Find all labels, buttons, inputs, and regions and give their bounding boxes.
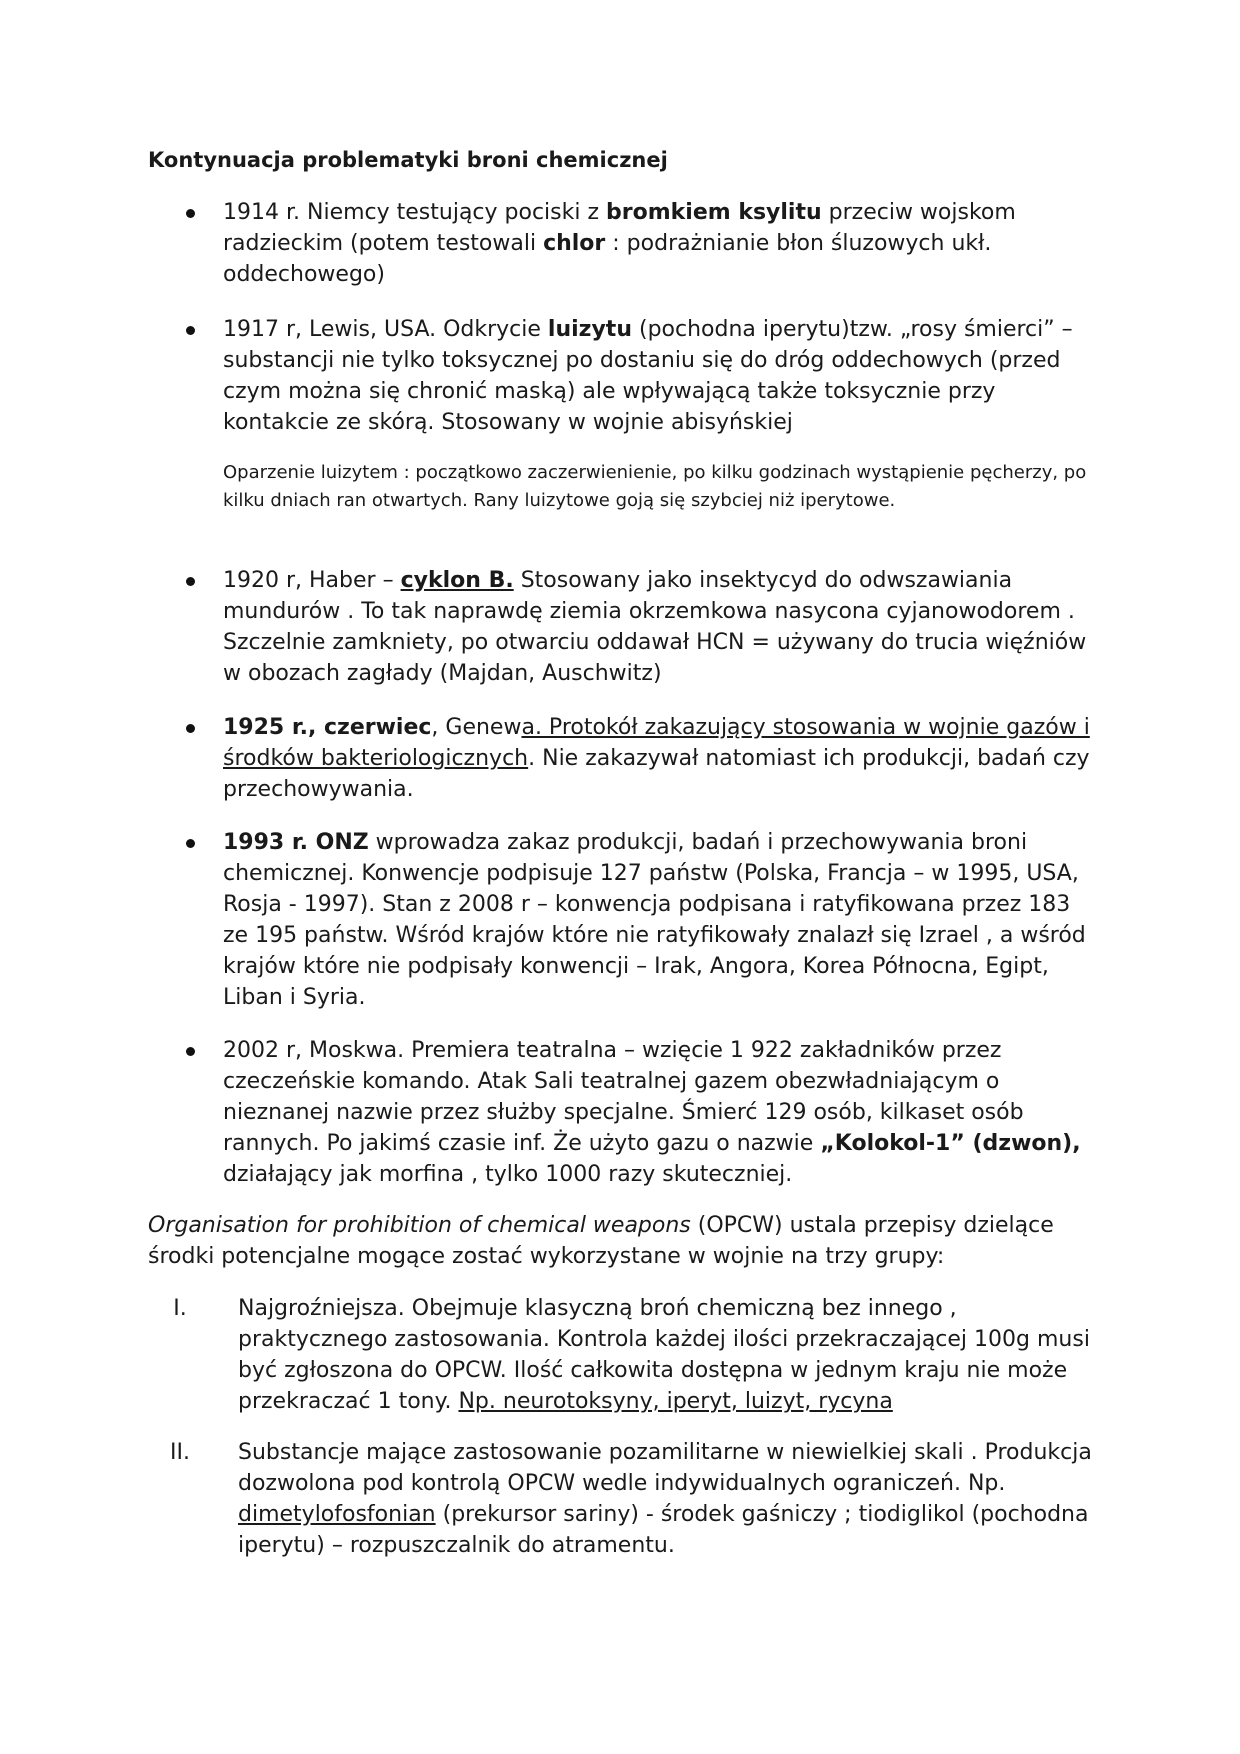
underline-span: dimetylofosfonian: [238, 1502, 436, 1527]
text-span: (OPCW) ustala przepisy dzielące środki potencjalne mogące zostać wykorzystane w wojnie na trzy grupy:: [148, 1213, 1054, 1269]
text-span: Najgroźniejsza. Obejmuje klasyczną broń chemiczną bez innego , praktycznego zastosowania. Kontrola każdej ilości przekraczającej 100g musi być zgłoszona do OPCW. Ilość całkowita dostępna w jednym kraju nie może przekraczać 1 tony.: [238, 1296, 1090, 1414]
group-item-2: [160, 1437, 1095, 1561]
list-item-text: [223, 197, 1098, 290]
bullet-icon: [186, 839, 195, 848]
bold-span: „Kolokol-1” (dzwon),: [820, 1131, 1081, 1156]
bold-span: chlor: [543, 231, 606, 256]
list-item-text: [238, 1293, 1095, 1417]
text-span: działający jak morfina , tylko 1000 razy skuteczniej.: [223, 1162, 793, 1187]
bullet-icon: [186, 724, 195, 733]
list-item-text: [223, 565, 1098, 689]
text-span: . Nie zakazywał natomiast ich produkcji, badań czy przechowywania.: [223, 746, 1090, 802]
text-span: Stosowany jako insektycyd do odwszawiania mundurów . To tak naprawdę ziemia okrzemkowa nasycona cyjanowodorem . Szczelnie zamkniety, po otwarciu oddawał HCN = używany do trucia więźniów w obozach zagłady (Majdan, Auschwitz): [223, 568, 1087, 686]
text-span: 2002 r, Moskwa. Premiera teatralna – wzięcie 1 922 zakładników przez czeczeńskie komando. Atak Sali teatralnej gazem obezwładniającym o nieznanej nazwie przez służby specjalne. Śmierć 129 osób, kilkaset osób rannych. Po jakimś czasie inf. Że użyto gazu o nazwie: [223, 1038, 1024, 1156]
list-item-1925: [148, 712, 1098, 805]
bold-span: 1993 r. ONZ: [223, 830, 369, 855]
bullet-icon: [186, 326, 195, 335]
text-span: 1920 r, Haber –: [223, 568, 401, 593]
list-item-text: [223, 827, 1098, 1013]
italic-span: Organisation for prohibition of chemical weapons: [148, 1213, 691, 1238]
list-item-text: [223, 1035, 1098, 1190]
underline-span: a. Protokół zakazujący stosowania w wojnie gazów i środków bakteriologicznych: [223, 715, 1090, 771]
text-span: 1914 r. Niemcy testujący pociski z: [223, 200, 607, 225]
text-span: przeciw wojskom radzieckim (potem testowali: [223, 200, 1016, 256]
note-luizyt: Oparzenie luizytem : początkowo zaczerwienienie, po kilku godzinach wystąpienie pęcherzy, po kilku dniach ran otwartych. Rany luizytowe goją się szybciej niż iperytowe.: [223, 462, 1087, 511]
list-item-1920: [148, 565, 1098, 689]
list-number: I.: [173, 1296, 187, 1321]
text-span: wprowadza zakaz produkcji, badań i przechowywania broni chemicznej. Konwencje podpisuje 127 państw (Polska, Francja – w 1995, USA, Rosja - 1997). Stan z 2008 r – konwencja podpisana i ratyfikowana przez 183 ze 195 państw. Wśród krajów które nie ratyfikowały znalazł się Izrael , a wśród krajów które nie podpisały konwencji – Irak, Angora, Korea Północna, Egipt, Liban i Syria.: [223, 830, 1086, 1010]
list-number: II.: [170, 1440, 190, 1465]
bold-span: luizytu: [547, 317, 632, 342]
text-span: (prekursor sariny) - środek gaśniczy ; tiodiglikol (pochodna iperytu) – rozpuszczalnik do atramentu.: [238, 1502, 1089, 1558]
bullet-icon: [186, 577, 195, 586]
bullet-icon: [186, 209, 195, 218]
list-item-1914: [148, 197, 1098, 290]
opcw-paragraph: [148, 1210, 1108, 1272]
group-item-1: [160, 1293, 1095, 1417]
text-span: , Genew: [431, 715, 522, 740]
text-span: : podrażnianie błon śluzowych ukł. oddechowego): [223, 231, 992, 287]
list-item-1917: [148, 314, 1098, 438]
list-item-1993: [148, 827, 1098, 1013]
bold-underline-span: cyklon B.: [400, 568, 514, 593]
list-item-text: [223, 314, 1098, 438]
list-item-text: [223, 712, 1098, 805]
bold-span: bromkiem ksylitu: [606, 200, 822, 225]
underline-span: Np. neurotoksyny, iperyt, luizyt, rycyna: [458, 1389, 893, 1414]
text-span: Substancje mające zastosowanie pozamilitarne w niewielkiej skali . Produkcja dozwolona pod kontrolą OPCW wedle indywidualnych ograniczeń. Np.: [238, 1440, 1092, 1496]
text-span: (pochodna iperytu)tzw. „rosy śmierci” – substancji nie tylko toksycznej po dostaniu się do dróg oddechowych (przed czym można się chronić maską) ale wpływającą także toksycznie przy kontakcie ze skórą. Stosowany w wojnie abisyńskiej: [223, 317, 1073, 435]
bullet-icon: [186, 1047, 195, 1056]
list-item-text: [238, 1437, 1095, 1561]
bold-span: 1925 r., czerwiec: [223, 715, 432, 740]
text-span: 1917 r, Lewis, USA. Odkrycie: [223, 317, 548, 342]
page-title: Kontynuacja problematyki broni chemicznej: [148, 148, 668, 172]
list-item-2002: [148, 1035, 1098, 1190]
